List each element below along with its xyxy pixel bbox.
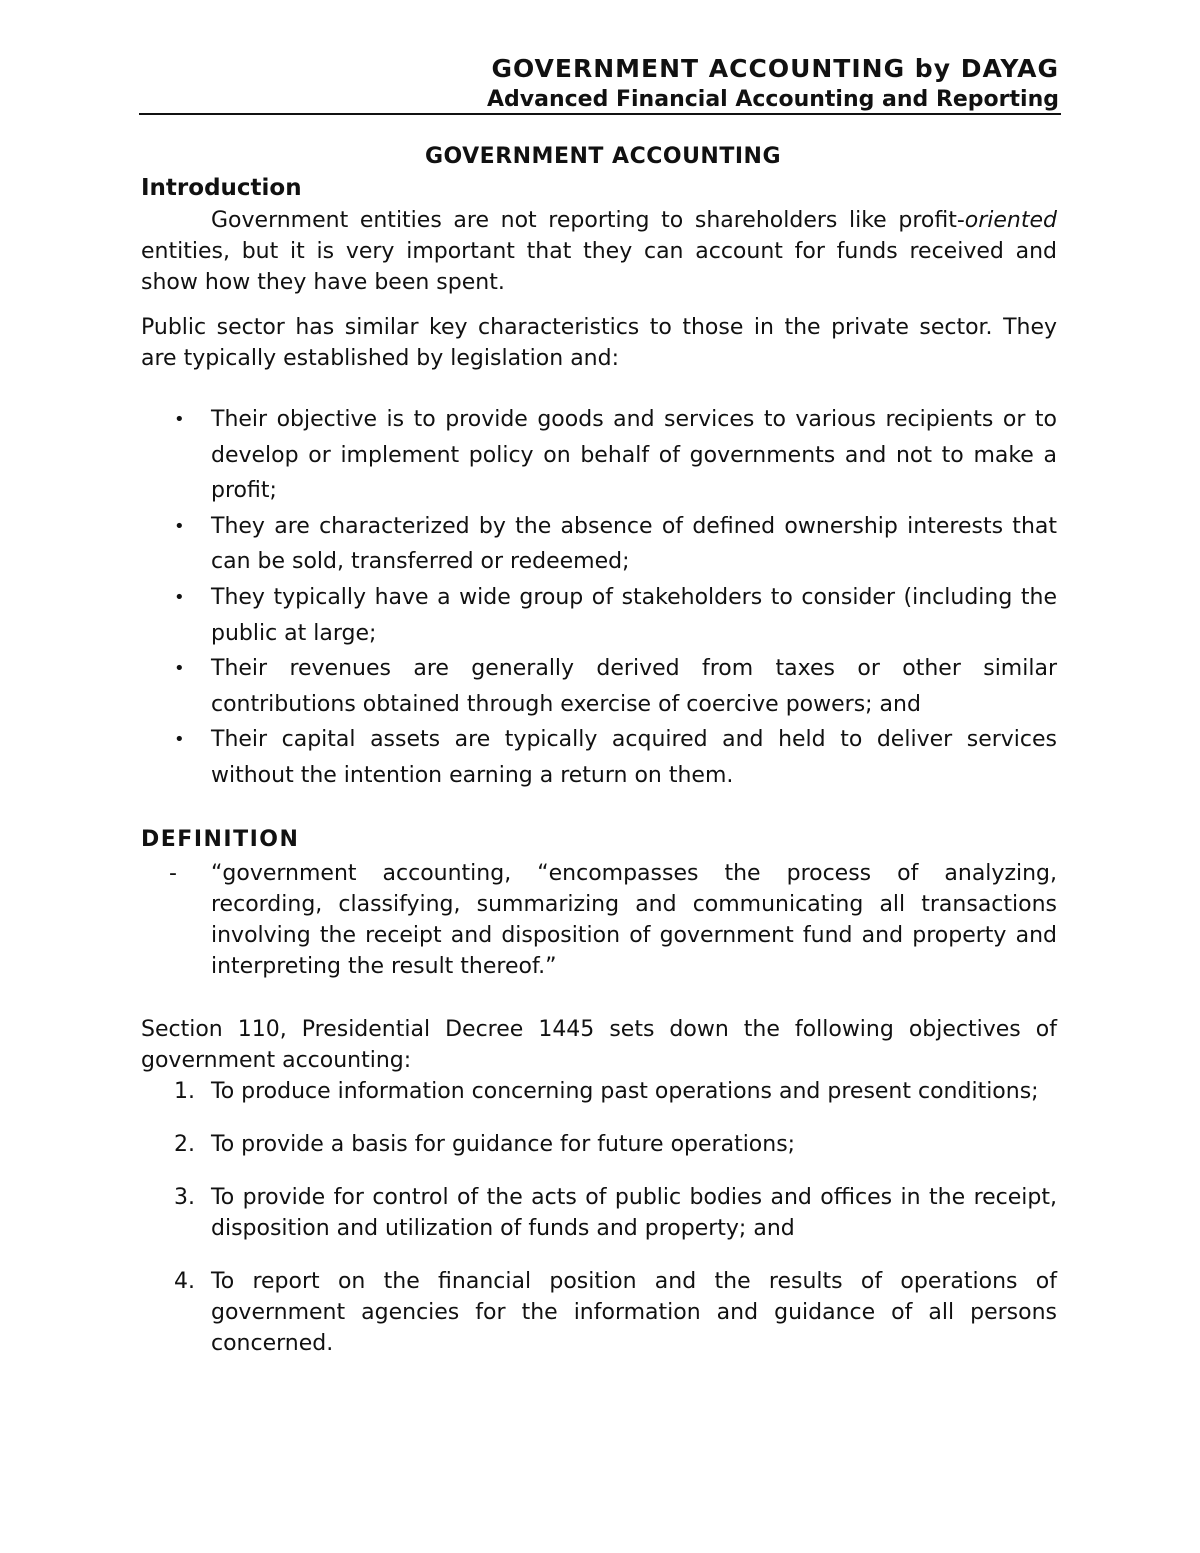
header-divider	[139, 113, 1061, 115]
list-item-text: They are characterized by the absence of defined ownership interests that can be sold, transferred or redeemed;	[211, 513, 1057, 575]
bullet-icon: •	[174, 409, 185, 430]
dash-marker: -	[169, 860, 177, 886]
intro-text-part1: Government entities are not reporting to shareholders like profit-	[211, 208, 965, 233]
list-item	[141, 402, 1057, 509]
list-item-text: Their objective is to provide goods and services to various recipients or to develop or implement policy on behalf of governments and not to make a profit;	[211, 407, 1057, 504]
document-body	[141, 142, 1057, 1359]
document-title: GOVERNMENT ACCOUNTING	[424, 144, 782, 169]
public-sector-paragraph: Public sector has similar key characteristics to those in the private sector. They are typically established by legislation and:	[141, 315, 1057, 371]
definition-item	[141, 858, 1057, 982]
intro-paragraph	[141, 205, 1057, 298]
list-number: 1.	[174, 1078, 195, 1104]
list-item	[141, 1266, 1057, 1359]
page-header	[487, 54, 1059, 114]
list-item-text: They typically have a wide group of stakeholders to consider (including the public at large;	[211, 584, 1057, 646]
header-subtitle: Advanced Financial Accounting and Reporting	[487, 87, 1059, 112]
list-item	[141, 1129, 1057, 1160]
definition-heading: DEFINITION	[141, 826, 300, 852]
list-item-text: To report on the financial position and the results of operations of government agencies for the information and guidance of all persons concerned.	[211, 1268, 1057, 1356]
list-number: 2.	[174, 1131, 195, 1157]
list-number: 3.	[174, 1184, 195, 1210]
list-item	[141, 651, 1057, 722]
characteristics-list	[141, 402, 1057, 794]
bullet-icon: •	[174, 658, 185, 680]
introduction-heading: Introduction	[141, 175, 302, 201]
definition-text: “government accounting, “encompasses the process of analyzing, recording, classifying, summarizing and communicating all transactions involving the receipt and disposition of government fund and property and interpreting the result thereof.”	[211, 860, 1057, 979]
section-110-paragraph: Section 110, Presidential Decree 1445 sets down the following objectives of government accounting:	[141, 1016, 1057, 1073]
list-item	[141, 509, 1057, 580]
list-item-text: To provide for control of the acts of public bodies and offices in the receipt, disposition and utilization of funds and property; and	[211, 1184, 1057, 1241]
objectives-list	[141, 1076, 1057, 1359]
list-item-text: To produce information concerning past operations and present conditions;	[211, 1078, 1039, 1104]
header-title: GOVERNMENT ACCOUNTING by DAYAG	[491, 54, 1059, 83]
list-item-text: Their capital assets are typically acquired and held to deliver services without the intention earning a return on them.	[211, 727, 1057, 788]
list-item	[141, 1076, 1057, 1107]
list-item	[141, 1182, 1057, 1244]
bullet-icon: •	[174, 515, 185, 537]
list-item-text: To provide a basis for guidance for future operations;	[211, 1131, 796, 1157]
bullet-icon: •	[174, 729, 185, 751]
list-number: 4.	[174, 1268, 195, 1294]
list-item	[141, 580, 1057, 651]
intro-text-part2: entities, but it is very important that they can account for funds received and show how they have been spent.	[141, 239, 1057, 295]
intro-italic-word: oriented	[964, 208, 1057, 233]
list-item-text: Their revenues are generally derived from taxes or other similar contributions obtained through exercise of coercive powers; and	[211, 656, 1057, 717]
list-item	[141, 722, 1057, 793]
bullet-icon: •	[174, 586, 185, 608]
